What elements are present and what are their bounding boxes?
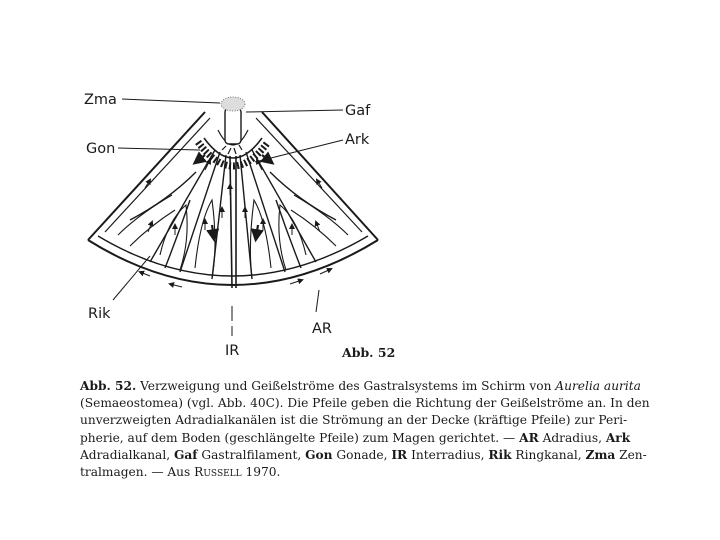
- caption-segment: pherie, auf dem Boden (geschlängelte Pfeile) zum Magen gerichtet. —: [80, 430, 520, 445]
- caption-segment: Rik: [488, 447, 512, 462]
- caption-segment: Gastralfilament,: [197, 447, 306, 462]
- caption-segment: Abb. 52.: [80, 379, 137, 393]
- caption-segment: Ringkanal,: [511, 447, 586, 462]
- caption-segment: Adradius,: [538, 430, 606, 445]
- caption-line: [80, 430, 652, 447]
- label-ir: IR: [225, 343, 240, 359]
- caption-segment: Gon: [305, 447, 333, 462]
- caption-segment: Gonade,: [332, 447, 392, 462]
- caption-segment: Zen-: [615, 447, 647, 462]
- caption-line: [80, 412, 652, 429]
- label-gon: Gon: [86, 141, 116, 157]
- caption-segment: tralmagen. — Aus: [80, 465, 195, 480]
- caption-segment: Zma: [585, 447, 616, 462]
- figure-caption: [80, 378, 652, 481]
- caption-segment: Russell: [194, 465, 242, 480]
- central-stomach: [198, 97, 268, 166]
- label-gaf: Gaf: [345, 103, 371, 119]
- figure-number: Abb. 52: [342, 345, 396, 360]
- caption-segment: Aurelia aurita: [555, 379, 641, 393]
- label-zma: Zma: [84, 92, 117, 108]
- caption-segment: Adradialkanal,: [80, 447, 174, 462]
- caption-line: [80, 378, 652, 395]
- label-rik: Rik: [88, 306, 111, 322]
- caption-segment: Ark: [605, 430, 631, 445]
- caption-segment: Interradius,: [407, 447, 489, 462]
- caption-segment: Verzweigung und Geißelströme des Gastralsystems im Schirm von: [136, 379, 556, 393]
- caption-line: [80, 464, 652, 481]
- caption-segment: AR: [519, 430, 539, 445]
- caption-segment: 1970.: [241, 465, 281, 480]
- caption-segment: Gaf: [173, 447, 198, 462]
- label-ar: AR: [312, 321, 332, 337]
- caption-line: [80, 447, 652, 464]
- caption-segment: IR: [391, 447, 408, 462]
- label-ark: Ark: [345, 132, 370, 148]
- branch-loops: [118, 195, 348, 278]
- caption-segment: (Semaeostomea) (vgl. Abb. 40C). Die Pfeile geben die Richtung der Geißelströme an. In den: [80, 396, 650, 411]
- caption-segment: unverzweigten Adradialkanälen ist die Strömung an der Decke (kräftige Pfeile) zur Peri-: [80, 413, 628, 428]
- caption-line: [80, 395, 652, 412]
